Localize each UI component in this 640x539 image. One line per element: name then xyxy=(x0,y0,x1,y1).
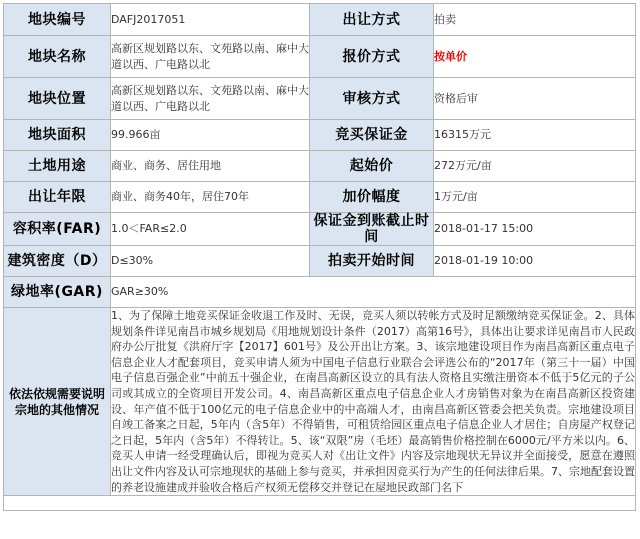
row-parcel-number xyxy=(4,4,636,36)
label-starting-price: 起始价 xyxy=(310,151,434,182)
value-lease-term: 商业、商务40年，居住70年 xyxy=(111,182,310,213)
value-deposit-deadline: 2018-01-17 15:00 xyxy=(434,213,636,246)
value-parcel-name: 高新区规划路以东、文苑路以南、麻中大道以西、广电路以北 xyxy=(111,36,310,78)
value-parcel-area: 99.966亩 xyxy=(111,120,310,151)
value-review-method: 资格后审 xyxy=(434,78,636,120)
value-plot-ratio: 1.0＜FAR≤2.0 xyxy=(111,213,310,246)
label-deposit-deadline: 保证金到账截止时间 xyxy=(310,213,434,246)
row-parcel-area xyxy=(4,120,636,151)
row-land-use xyxy=(4,151,636,182)
label-parcel-number: 地块编号 xyxy=(4,4,111,36)
label-land-use: 土地用途 xyxy=(4,151,111,182)
label-parcel-location: 地块位置 xyxy=(4,78,111,120)
row-parcel-location xyxy=(4,78,636,120)
value-bid-deposit: 16315万元 xyxy=(434,120,636,151)
value-bid-increment: 1万元/亩 xyxy=(434,182,636,213)
label-other-notes: 依法依规需要说明宗地的其他情况 xyxy=(4,308,111,496)
blank-footer-cell xyxy=(4,496,636,511)
value-land-use: 商业、商务、居住用地 xyxy=(111,151,310,182)
value-starting-price: 272万元/亩 xyxy=(434,151,636,182)
label-building-density: 建筑密度（D） xyxy=(4,246,111,277)
row-lease-term xyxy=(4,182,636,213)
value-transfer-method: 拍卖 xyxy=(434,4,636,36)
land-info-sheet xyxy=(3,3,637,511)
row-parcel-name xyxy=(4,36,636,78)
land-info-table xyxy=(3,3,636,511)
label-review-method: 审核方式 xyxy=(310,78,434,120)
label-lease-term: 出让年限 xyxy=(4,182,111,213)
label-quote-method: 报价方式 xyxy=(310,36,434,78)
label-bid-deposit: 竞买保证金 xyxy=(310,120,434,151)
value-auction-start: 2018-01-19 10:00 xyxy=(434,246,636,277)
label-plot-ratio: 容积率(FAR) xyxy=(4,213,111,246)
label-auction-start: 拍卖开始时间 xyxy=(310,246,434,277)
other-notes-text: 1、为了保障土地竞买保证金收退工作及时、无误，竞买人须以转帐方式及时足额缴纳竞买保证金。2、具体规划条件详见南昌市城乡规划局《用地规划设计条件（2017）高第16号》，具体出让要求详见南昌市人民政府办公厅批复《洪府厅字【2017】601号》及公开出让方案。3、该宗地建设项目作为南昌高新区重点电子信息企业人才配套项目，竞买申请人须为中国电子信息行业联合会评选公布的“2017年（第三十一届）中国电子信息百强企业”中前五十强企业，在南昌高新区设立的具有法人资格且实缴注册资本不低于5亿元的子公司或其成立的全资项目开发公司。4、南昌高新区重点电子信息企业人才房销售对象为在南昌高新区投资建设、年产值不低于100亿元的电子信息企业中的中高端人才，由南昌高新区管委会把关负责。宗地建设项目自竣工备案之日起，5年内（含5年）不得销售，可租赁给园区重点电子信息企业人才居住；自房屋产权登记之日起，5年内（含5年）不得转让。5、该“双限”房（毛坯）最高销售价格控制在6000元/平方米以内。6、竞买人申请一经受理确认后，即视为竞买人对《出让文件》内容及宗地现状无异议并全面接受，愿意在遵照出让文件内容及认可宗地现状的基础上参与竞买，并承担因竞买行为产生的任何法律后果。7、宗地配套设置的养老设施建成并验收合格后产权须无偿移交并登记在屋地民政部门名下 xyxy=(111,308,636,496)
label-transfer-method: 出让方式 xyxy=(310,4,434,36)
value-parcel-location: 高新区规划路以东、文苑路以南、麻中大道以西、广电路以北 xyxy=(111,78,310,120)
row-plot-ratio xyxy=(4,213,636,246)
value-quote-method: 按单价 xyxy=(434,36,636,78)
value-parcel-number: DAFJ2017051 xyxy=(111,4,310,36)
row-green-ratio xyxy=(4,277,636,308)
row-blank-footer xyxy=(4,496,636,511)
label-green-ratio: 绿地率(GAR) xyxy=(4,277,111,308)
label-bid-increment: 加价幅度 xyxy=(310,182,434,213)
label-parcel-name: 地块名称 xyxy=(4,36,111,78)
value-green-ratio: GAR≥30% xyxy=(111,277,636,308)
row-other-notes xyxy=(4,308,636,496)
label-parcel-area: 地块面积 xyxy=(4,120,111,151)
value-building-density: D≤30% xyxy=(111,246,310,277)
row-building-density xyxy=(4,246,636,277)
